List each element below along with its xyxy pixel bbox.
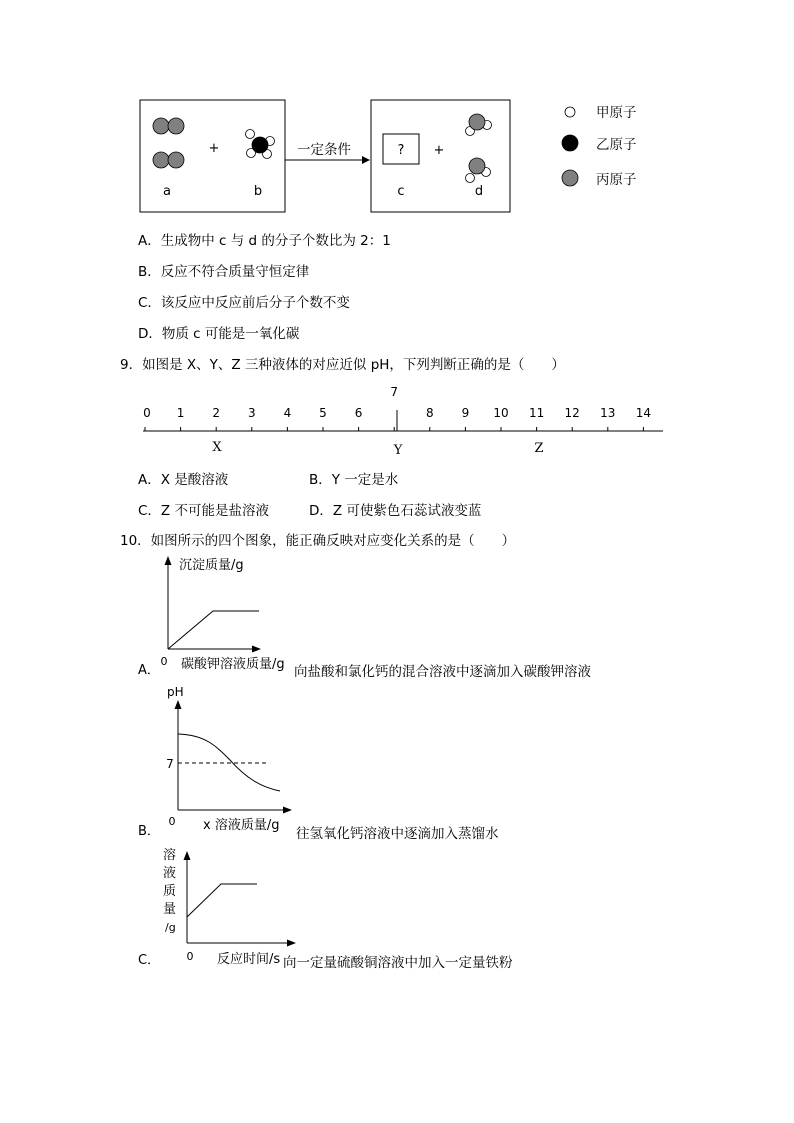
label-b: b <box>253 184 263 199</box>
plus-1: + <box>208 141 220 156</box>
legend-label-3: 丙原子 <box>596 172 637 188</box>
graph-c-origin: 0 <box>186 950 194 963</box>
reaction-diagram <box>130 92 670 222</box>
molecule-d-top <box>466 114 492 136</box>
graph-c-y-arrow-icon <box>184 851 191 860</box>
ph-tick-label-14: 14 <box>635 406 652 420</box>
ph-tick-label-1: 1 <box>176 406 185 420</box>
graph-a-option: A． <box>138 663 160 678</box>
legend-grey-atom-icon <box>562 170 578 186</box>
graph-a-ylabel: 沉淀质量/g <box>179 558 244 573</box>
graph-b-ph7-label: 7 <box>166 757 174 771</box>
legend-white-atom-icon <box>565 107 575 117</box>
ph-tick-label-7: 7 <box>390 385 399 399</box>
q9-option-c: C．Z 不可能是盐溶液 <box>138 503 269 519</box>
q8-option-c: C．该反应中反应前后分子个数不变 <box>138 295 350 311</box>
ph-label-y: Y <box>393 443 403 458</box>
graph-c-ylabel-3: 质 <box>163 884 177 899</box>
legend-label-1: 甲原子 <box>596 105 637 121</box>
plus-2: + <box>433 143 445 158</box>
graph-b-description: 往氢氧化钙溶液中逐滴加入蒸馏水 <box>296 826 499 842</box>
q9-stem: 9．如图是 X、Y、Z 三种液体的对应近似 pH，下列判断正确的是（ ） <box>120 357 565 373</box>
graph-c-ylabel <box>163 847 176 934</box>
graph-c-description: 向一定量硫酸铜溶液中加入一定量铁粉 <box>283 955 513 971</box>
ph-tick-label-3: 3 <box>247 406 256 420</box>
ph-tick-label-13: 13 <box>600 406 616 420</box>
graph-c-xlabel: 反应时间/s <box>217 952 281 967</box>
q8-option-a: A．生成物中 c 与 d 的分子个数比为 2：1 <box>138 233 391 249</box>
graph-b-xlabel: x 溶液质量/g <box>203 818 280 833</box>
legend <box>562 105 637 188</box>
graph-a-y-arrow-icon <box>165 556 172 565</box>
graph-c-ylabel-1: 溶 <box>163 848 177 863</box>
label-c: c <box>397 184 405 199</box>
label-d: d <box>474 184 484 199</box>
ph-tick-label-12: 12 <box>564 406 580 420</box>
ph-tick-label-2: 2 <box>212 406 221 420</box>
graph-c-option: C． <box>138 953 161 968</box>
legend-black-atom-icon <box>562 135 578 151</box>
graph-a-origin: 0 <box>160 655 168 668</box>
graph-a-curve <box>168 611 259 649</box>
ph-tick-label-0: 0 <box>143 406 151 420</box>
graph-a-xlabel: 碳酸钾溶液质量/g <box>181 657 285 672</box>
graph-a-description: 向盐酸和氯化钙的混合溶液中逐滴加入碳酸钾溶液 <box>294 664 591 680</box>
molecule-a-bottom <box>153 152 184 168</box>
q8-option-b: B．反应不符合质量守恒定律 <box>138 264 310 280</box>
molecule-a-top <box>153 118 184 134</box>
ph-tick-label-5: 5 <box>319 406 327 420</box>
q9-option-b: B．Y 一定是水 <box>309 472 399 488</box>
graph-c-ylabel-5: /g <box>165 921 176 934</box>
graph-b <box>135 685 305 840</box>
graph-b-origin: 0 <box>168 815 176 828</box>
graph-c <box>135 845 305 970</box>
graph-c-curve <box>187 884 257 917</box>
unknown-c: ? <box>397 143 405 158</box>
molecule-d-bottom <box>466 158 491 183</box>
ph-label-x: X <box>212 440 222 455</box>
graph-c-ylabel-2: 液 <box>163 866 177 881</box>
ph-tick-label-4: 4 <box>283 406 292 420</box>
q10-stem: 10．如图所示的四个图象，能正确反映对应变化关系的是（ ） <box>120 533 516 549</box>
graph-b-y-arrow-icon <box>175 700 182 709</box>
graph-b-option: B． <box>138 824 160 839</box>
ph-label-z: Z <box>534 441 544 456</box>
label-a: a <box>163 184 171 199</box>
q9-option-d: D．Z 可使紫色石蕊试液变蓝 <box>309 503 482 519</box>
graph-a <box>135 553 315 678</box>
legend-label-2: 乙原子 <box>596 137 637 153</box>
graph-b-ylabel: pH <box>167 685 184 699</box>
molecule-b <box>246 130 275 159</box>
graph-c-ylabel-4: 量 <box>163 902 177 917</box>
ph-tick-label-6: 6 <box>354 406 363 420</box>
graph-c-x-arrow-icon <box>287 940 296 947</box>
arrow-label: 一定条件 <box>297 142 351 158</box>
ph-tick-label-11: 11 <box>528 406 545 420</box>
ph-tick-label-9: 9 <box>461 406 470 420</box>
graph-a-x-arrow-icon <box>252 646 261 653</box>
ph-tick-label-8: 8 <box>425 406 434 420</box>
q8-option-d: D．物质 c 可能是一氧化碳 <box>138 326 300 342</box>
ph-scale <box>135 380 675 460</box>
ph-tick-label-10: 10 <box>493 406 509 420</box>
q9-option-a: A．X 是酸溶液 <box>138 472 229 488</box>
graph-b-x-arrow-icon <box>283 807 292 814</box>
arrow-head-icon <box>362 156 370 164</box>
